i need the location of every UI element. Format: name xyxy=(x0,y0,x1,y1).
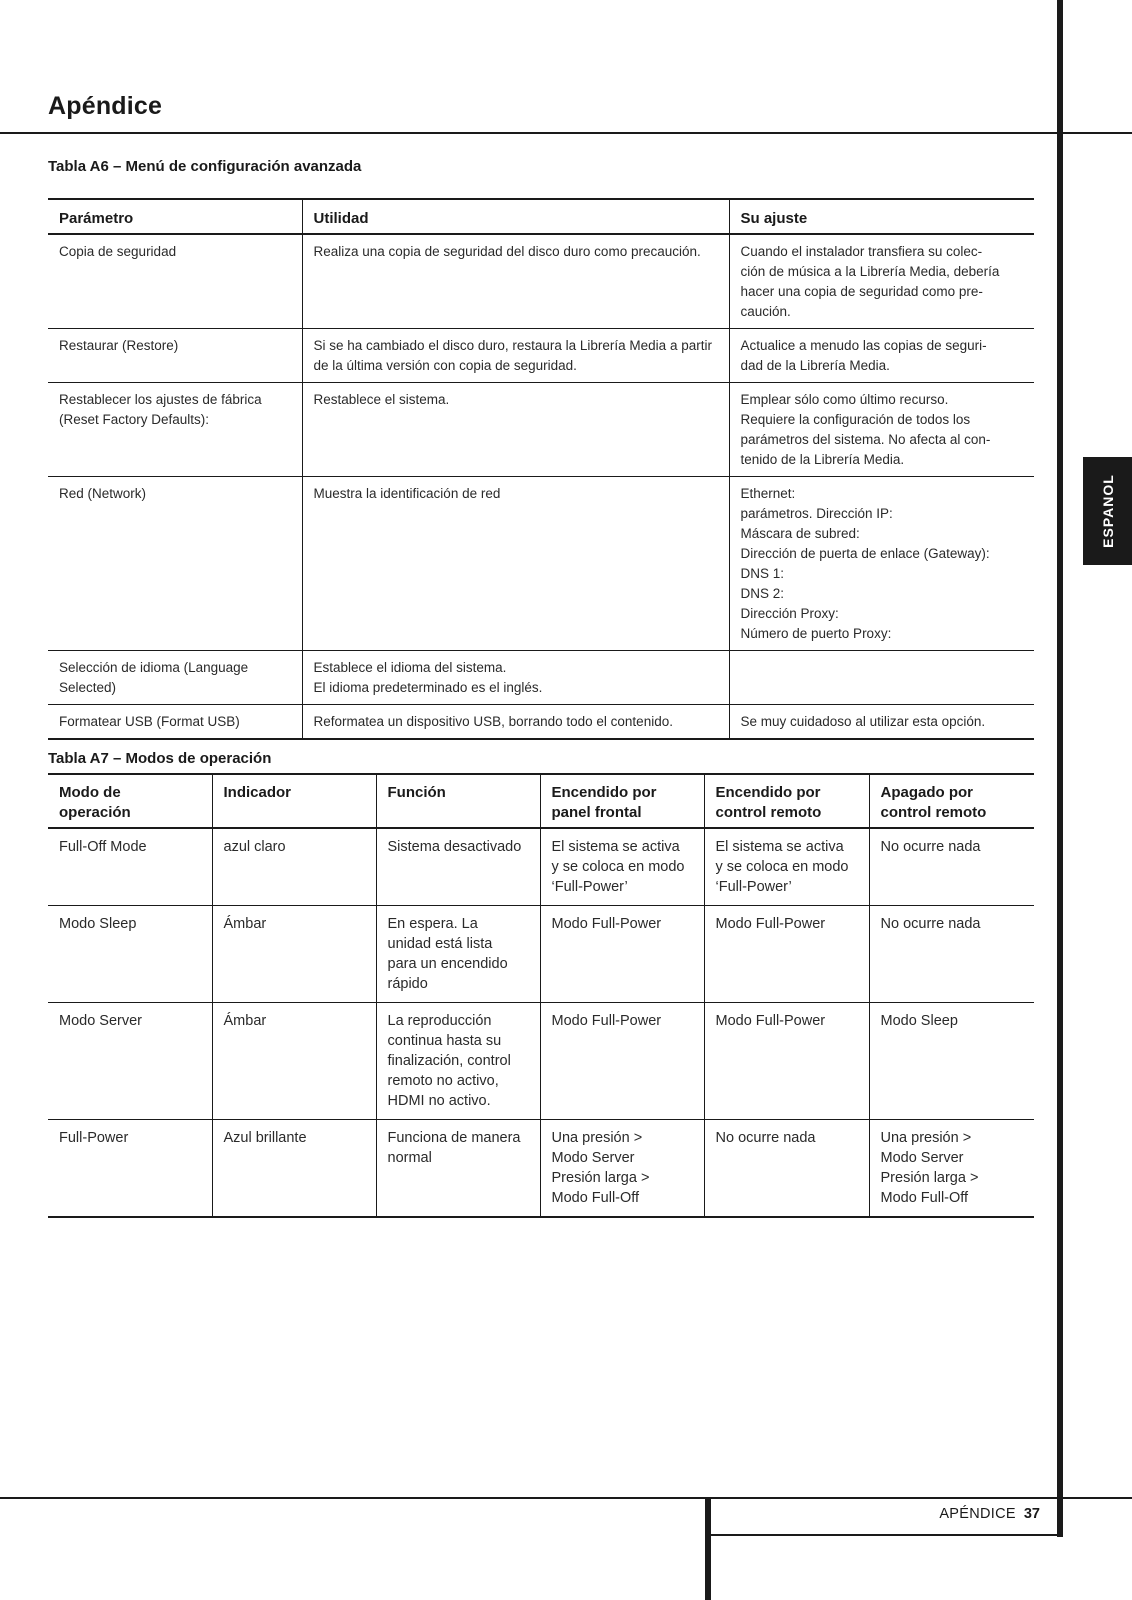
table-a7-cell-line: Modo Server xyxy=(59,1013,143,1029)
table-a6-cell-utilidad xyxy=(302,651,729,705)
table-a7-operation-modes xyxy=(48,773,1034,1218)
table-a7-cell-line: El sistema se activa xyxy=(551,839,680,855)
table-a7-header-cell xyxy=(704,774,869,828)
table-a7-cell xyxy=(48,828,212,906)
table-row xyxy=(48,383,1034,477)
table-a6-cell-parametro-line: Copia de seguridad xyxy=(59,244,177,259)
table-a7-header-line: Modo de xyxy=(59,784,121,801)
table-a7-cell-line: y se coloca en modo xyxy=(551,859,685,875)
table-a7-cell xyxy=(869,828,1034,906)
page-title: Apéndice xyxy=(48,92,163,120)
table-a7-header-line: Encendido por xyxy=(715,784,821,801)
table-a6-cell-ajuste-line: Máscara de subred: xyxy=(740,526,860,541)
table-a6-cell-ajuste xyxy=(729,383,1034,477)
table-a7-cell xyxy=(869,1003,1034,1120)
table-row xyxy=(48,329,1034,383)
table-row xyxy=(48,828,1034,906)
right-margin-bar xyxy=(1057,0,1063,1537)
table-a7-cell-line: Una presión > xyxy=(880,1130,972,1146)
table-a6-cell-ajuste-line: Dirección de puerta de enlace (Gateway): xyxy=(740,546,990,561)
table-a7-cell xyxy=(540,906,704,1003)
table-a6-cell-utilidad-line: de la última versión con copia de seguridad. xyxy=(313,358,577,373)
table-a7-cell xyxy=(704,1120,869,1218)
table-a6-cell-utilidad-line: Muestra la identificación de red xyxy=(313,486,501,501)
table-a7-cell xyxy=(540,1120,704,1218)
table-row xyxy=(48,234,1034,329)
table-a7-cell xyxy=(704,828,869,906)
table-a7-cell-line: normal xyxy=(387,1150,432,1166)
table-a6-cell-parametro-line: Restablecer los ajustes de fábrica xyxy=(59,392,262,407)
table-a6-cell-parametro xyxy=(48,383,302,477)
table-row xyxy=(48,906,1034,1003)
table-a7-cell-line: y se coloca en modo xyxy=(715,859,849,875)
table-a6-cell-utilidad xyxy=(302,705,729,740)
table-a7-cell xyxy=(48,906,212,1003)
table-a7-header-cell xyxy=(869,774,1034,828)
table-a6-cell-ajuste-line: Dirección Proxy: xyxy=(740,606,839,621)
table-a6-cell-ajuste-line: caución. xyxy=(740,304,791,319)
table-a6-cell-parametro xyxy=(48,234,302,329)
table-a7-cell xyxy=(376,906,540,1003)
table-a6-cell-ajuste-line: Cuando el instalador transfiera su colec- xyxy=(740,244,983,259)
table-a6-cell-ajuste xyxy=(729,234,1034,329)
table-a7-cell xyxy=(212,1120,376,1218)
table-a6-cell-parametro xyxy=(48,477,302,651)
table-a6-cell-ajuste-line: Ethernet: xyxy=(740,486,796,501)
table-a7-cell xyxy=(704,906,869,1003)
table-a7-header-cell xyxy=(48,774,212,828)
table-a6-cell-parametro-line: Selección de idioma (Language xyxy=(59,660,249,675)
table-a7-cell-line: Una presión > xyxy=(551,1130,643,1146)
table-a6-cell-utilidad-line: Si se ha cambiado el disco duro, restaura la Librería Media a partir xyxy=(313,338,712,353)
table-a6-cell-ajuste-line: Número de puerto Proxy: xyxy=(740,626,892,641)
table-row xyxy=(48,1003,1034,1120)
table-a6-cell-parametro-line: (Reset Factory Defaults): xyxy=(59,412,210,427)
table-a7-cell-line: Modo Server xyxy=(551,1150,635,1166)
page-footer xyxy=(880,1506,1040,1522)
table-a7-cell-line: continua hasta su xyxy=(387,1033,502,1049)
table-a7-cell-line: ‘Full-Power’ xyxy=(715,879,792,895)
table-a7-header-cell xyxy=(376,774,540,828)
table-a7-cell-line: La reproducción xyxy=(387,1013,492,1029)
table-a7-cell xyxy=(376,1003,540,1120)
table-a7-cell-line: unidad está lista xyxy=(387,936,493,952)
table-a7-cell-line: Modo Full-Power xyxy=(551,1013,662,1029)
table-a6-header-parametro: Parámetro xyxy=(48,199,302,234)
footer-underline xyxy=(711,1534,1063,1536)
table-a6-cell-ajuste-line: parámetros del sistema. No afecta al con- xyxy=(740,432,991,447)
table-a7-cell xyxy=(48,1003,212,1120)
table-a7-header-line: Apagado por xyxy=(880,784,973,801)
table-a6-cell-parametro xyxy=(48,705,302,740)
table-a7-cell-line: Modo Sleep xyxy=(880,1013,958,1029)
table-a7-header-cell xyxy=(212,774,376,828)
table-a6-cell-ajuste-line: DNS 2: xyxy=(740,586,785,601)
table-a7-cell-line: Modo Full-Power xyxy=(715,916,826,932)
table-a6-header-row xyxy=(48,199,1034,234)
table-a7-cell-line: remoto no activo, xyxy=(387,1073,499,1089)
table-a7-cell-line: No ocurre nada xyxy=(880,916,981,932)
table-a7-cell-line: Presión larga > xyxy=(880,1170,979,1186)
table-a7-cell-line: Modo Full-Off xyxy=(551,1190,640,1206)
footer-divider-bar xyxy=(705,1499,711,1600)
table-a7-cell-line: HDMI no activo. xyxy=(387,1093,491,1109)
table-a7-cell xyxy=(540,828,704,906)
table-a7-cell-line: Modo Sleep xyxy=(59,916,137,932)
table-a7-cell-line: rápido xyxy=(387,976,428,992)
table-a7-header-line: Indicador xyxy=(223,784,292,801)
table-a6-cell-parametro-line: Formatear USB (Format USB) xyxy=(59,714,240,729)
table-a7-cell-line: para un encendido xyxy=(387,956,508,972)
table-a7-cell-line: Full-Off Mode xyxy=(59,839,147,855)
table-a7-cell-line: Sistema desactivado xyxy=(387,839,522,855)
table-a7-cell-line: azul claro xyxy=(223,839,286,855)
table-a7-cell xyxy=(212,906,376,1003)
table-a7-header-line: control remoto xyxy=(715,804,822,821)
table-a7-cell xyxy=(212,828,376,906)
table-a7-cell-line: Azul brillante xyxy=(223,1130,307,1146)
table-row xyxy=(48,477,1034,651)
table-a7-cell xyxy=(212,1003,376,1120)
table-a6-cell-ajuste-line: dad de la Librería Media. xyxy=(740,358,890,373)
table-a7-cell xyxy=(540,1003,704,1120)
table-a6-header-utilidad: Utilidad xyxy=(302,199,729,234)
table-a7-header-line: panel frontal xyxy=(551,804,642,821)
table-a6-cell-parametro-line: Selected) xyxy=(59,680,117,695)
table-a6-cell-utilidad-line: El idioma predeterminado es el inglés. xyxy=(313,680,543,695)
table-a7-cell-line: Modo Full-Power xyxy=(715,1013,826,1029)
table-a6-cell-utilidad-line: Establece el idioma del sistema. xyxy=(313,660,507,675)
table-a7-cell-line: Full-Power xyxy=(59,1130,129,1146)
table-a6-cell-ajuste-line: Requiere la configuración de todos los xyxy=(740,412,971,427)
table-a6-cell-ajuste xyxy=(729,651,1034,705)
table-a7-cell-line: Modo Full-Power xyxy=(551,916,662,932)
table-a6-cell-utilidad-line: Realiza una copia de seguridad del disco duro como precaución. xyxy=(313,244,701,259)
table-a6-caption: Tabla A6 – Menú de configuración avanzada xyxy=(48,158,362,175)
footer-rule xyxy=(0,1497,1132,1499)
table-a6-cell-utilidad xyxy=(302,234,729,329)
table-a7-header-line: operación xyxy=(59,804,131,821)
table-a7-cell xyxy=(376,1120,540,1218)
table-a7-cell-line: El sistema se activa xyxy=(715,839,844,855)
table-a6-cell-ajuste xyxy=(729,329,1034,383)
table-a7-cell xyxy=(704,1003,869,1120)
table-a6-cell-parametro-line: Red (Network) xyxy=(59,486,147,501)
table-a6-cell-parametro xyxy=(48,651,302,705)
table-a7-cell-line: Modo Server xyxy=(880,1150,964,1166)
table-a6-header-ajuste: Su ajuste xyxy=(729,199,1034,234)
table-a6-cell-utilidad-line: Reformatea un dispositivo USB, borrando todo el contenido. xyxy=(313,714,673,729)
table-a6-cell-utilidad xyxy=(302,383,729,477)
table-a7-header-row xyxy=(48,774,1034,828)
table-a6-cell-ajuste-line: ción de música a la Librería Media, debería xyxy=(740,264,1000,279)
page-number: 37 xyxy=(1023,1506,1040,1522)
table-a6-cell-parametro xyxy=(48,329,302,383)
table-a7-cell-line: ‘Full-Power’ xyxy=(551,879,628,895)
table-a6-cell-ajuste-line: parámetros. Dirección IP: xyxy=(740,506,893,521)
table-a7-cell xyxy=(869,906,1034,1003)
table-a7-cell-line: Presión larga > xyxy=(551,1170,650,1186)
table-a7-caption: Tabla A7 – Modos de operación xyxy=(48,750,272,767)
table-a6-cell-ajuste xyxy=(729,705,1034,740)
table-a7-header-line: Encendido por xyxy=(551,784,657,801)
table-a6-cell-ajuste-line: Emplear sólo como último recurso. xyxy=(740,392,949,407)
table-a6-cell-utilidad xyxy=(302,477,729,651)
table-a6-cell-ajuste-line: hacer una copia de seguridad como pre- xyxy=(740,284,983,299)
table-a7-cell-line: Funciona de manera xyxy=(387,1130,521,1146)
table-a6-cell-ajuste xyxy=(729,477,1034,651)
table-a6-cell-ajuste-line: Se muy cuidadoso al utilizar esta opción. xyxy=(740,714,986,729)
table-row xyxy=(48,705,1034,740)
table-a6-advanced-setup xyxy=(48,198,1034,740)
table-row xyxy=(48,651,1034,705)
table-a6-cell-ajuste-line: tenido de la Librería Media. xyxy=(740,452,905,467)
table-a7-header-line: control remoto xyxy=(880,804,987,821)
table-row xyxy=(48,1120,1034,1218)
table-a6-cell-parametro-line: Restaurar (Restore) xyxy=(59,338,179,353)
table-a7-cell-line: No ocurre nada xyxy=(715,1130,816,1146)
language-side-tab-label: ESPANOL xyxy=(1099,474,1116,548)
table-a7-cell-line: No ocurre nada xyxy=(880,839,981,855)
table-a7-header-cell xyxy=(540,774,704,828)
table-a7-cell-line: Ámbar xyxy=(223,1013,267,1029)
table-a7-cell-line: Ámbar xyxy=(223,916,267,932)
table-a6-cell-utilidad xyxy=(302,329,729,383)
table-a7-cell xyxy=(48,1120,212,1218)
table-a7-cell xyxy=(869,1120,1034,1218)
table-a6-cell-ajuste-line: Actualice a menudo las copias de seguri- xyxy=(740,338,987,353)
table-a6-cell-utilidad-line: Restablece el sistema. xyxy=(313,392,450,407)
table-a7-cell-line: Modo Full-Off xyxy=(880,1190,969,1206)
table-a7-cell-line: finalización, control xyxy=(387,1053,511,1069)
header-rule xyxy=(0,132,1132,134)
table-a7-header-line: Función xyxy=(387,784,446,801)
table-a6-cell-ajuste-line: DNS 1: xyxy=(740,566,785,581)
footer-section-label: APÉNDICE xyxy=(939,1506,1016,1522)
table-a7-cell xyxy=(376,828,540,906)
language-side-tab xyxy=(1083,457,1132,565)
table-a7-cell-line: En espera. La xyxy=(387,916,478,932)
